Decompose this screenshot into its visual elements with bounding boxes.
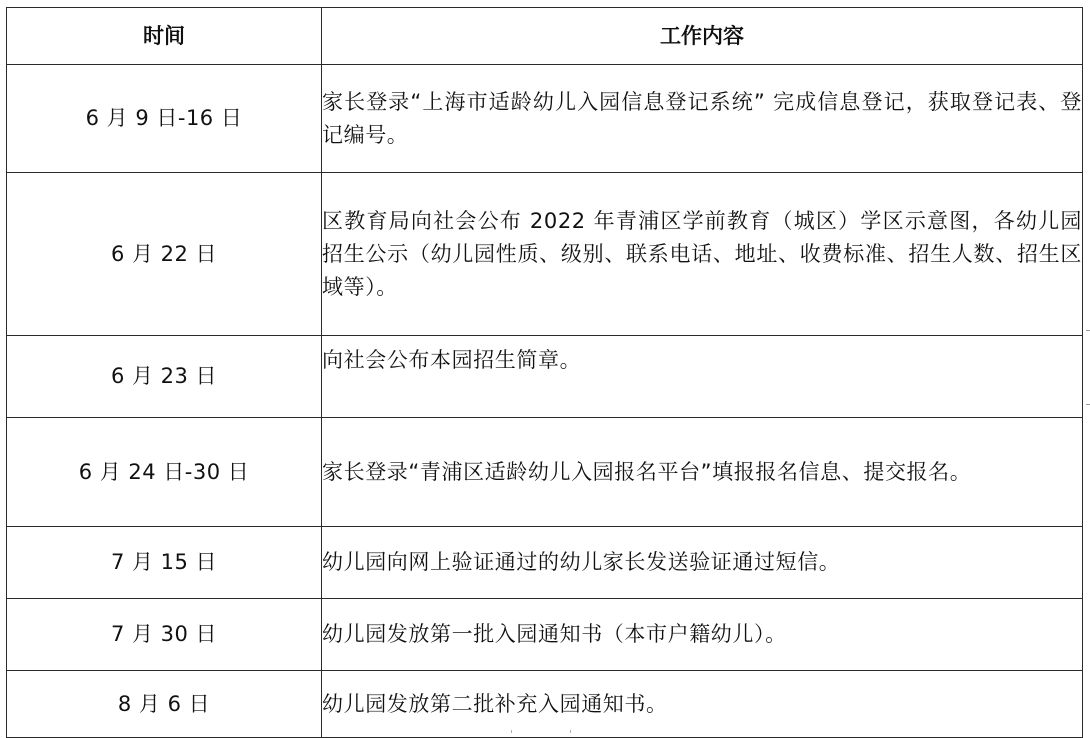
page-edge-mark bbox=[1086, 404, 1090, 405]
page-edge-mark bbox=[1086, 330, 1090, 331]
table-row bbox=[7, 65, 1083, 173]
table-row bbox=[7, 173, 1083, 336]
row-work-cell: 幼儿园向网上验证通过的幼儿家长发送验证通过短信。 bbox=[322, 527, 1083, 599]
row-work-cell: 幼儿园发放第二批补充入园通知书。 bbox=[322, 671, 1083, 738]
row-time-cell: 7 月 30 日 bbox=[7, 599, 322, 671]
row-work-cell: 家长登录“上海市适龄幼儿入园信息登记系统” 完成信息登记，获取登记表、登记编号。 bbox=[322, 65, 1083, 173]
row-time-cell: 6 月 24 日-30 日 bbox=[7, 418, 322, 527]
row-work-cell: 向社会公布本园招生简章。 bbox=[322, 336, 1083, 418]
table-row bbox=[7, 527, 1083, 599]
row-time-cell: 7 月 15 日 bbox=[7, 527, 322, 599]
table-row bbox=[7, 599, 1083, 671]
table-row bbox=[7, 418, 1083, 527]
enrollment-schedule-table bbox=[6, 7, 1083, 738]
row-time-cell: 6 月 9 日-16 日 bbox=[7, 65, 322, 173]
row-time-cell: 6 月 23 日 bbox=[7, 336, 322, 418]
row-time-cell: 6 月 22 日 bbox=[7, 173, 322, 336]
table-row bbox=[7, 671, 1083, 738]
header-time: 时间 bbox=[7, 8, 322, 65]
header-work-content: 工作内容 bbox=[322, 8, 1083, 65]
table-header-row bbox=[7, 8, 1083, 65]
schedule-document bbox=[6, 7, 1082, 729]
row-work-cell: 家长登录“青浦区适龄幼儿入园报名平台”填报报名信息、提交报名。 bbox=[322, 418, 1083, 527]
row-time-cell: 8 月 6 日 bbox=[7, 671, 322, 738]
row-work-cell: 区教育局向社会公布 2022 年青浦区学前教育（城区）学区示意图，各幼儿园招生公示（幼儿园性质、级别、联系电话、地址、收费标准、招生人数、招生区域等）。 bbox=[322, 173, 1083, 336]
table-row bbox=[7, 336, 1083, 418]
row-work-cell: 幼儿园发放第一批入园通知书（本市户籍幼儿）。 bbox=[322, 599, 1083, 671]
